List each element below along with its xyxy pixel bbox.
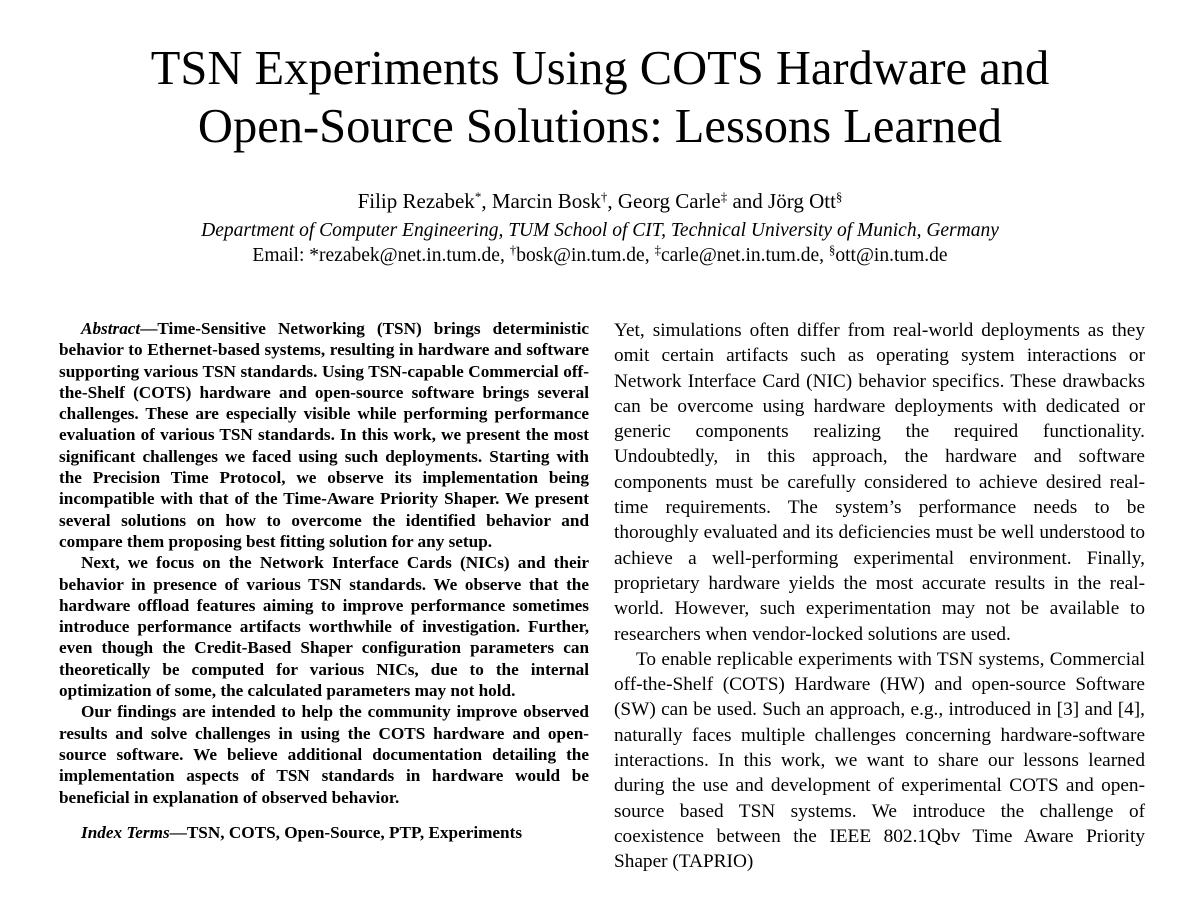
author-name: Marcin Bosk: [491, 189, 601, 213]
author-mark: *: [474, 189, 482, 204]
author-mark: §: [835, 189, 843, 204]
author-separator: ,: [481, 189, 492, 213]
email-address: rezabek@net.in.tum.de: [319, 245, 500, 266]
index-terms-text: TSN, COTS, Open-Source, PTP, Experiments: [186, 822, 523, 842]
email-separator: ,: [644, 245, 655, 266]
index-terms: [59, 822, 589, 843]
author-name: Filip Rezabek: [357, 189, 475, 213]
email-mark: §: [828, 242, 836, 257]
paper-title: [0, 40, 1200, 156]
body-column-right: [614, 318, 1145, 875]
author-name: Georg Carle: [617, 189, 721, 213]
email-prefix: Email:: [252, 245, 310, 266]
abstract-dash: —: [140, 319, 158, 338]
body-paragraph: To enable replicable experiments with TSN systems, Commercial off-the-Shelf (COTS) Hardware (HW) and open-source Software (SW) can be used. Such an approach, e.g., introduced in [3] and [4], naturally faces multiple challenges concerning hardware-software interactions. In this work, we want to share our lessons learned during the use and development of experimental COTS and open-source based TSN systems. We introduce the challenge of coexistence between the IEEE 802.1Qbv Time Aware Priority Shaper (TAPRIO): [614, 648, 1145, 873]
title-line-2: Open-Source Solutions: Lessons Learned: [197, 100, 1003, 153]
email-address: bosk@in.tum.de: [516, 245, 645, 266]
email-mark: ‡: [654, 242, 661, 257]
affiliation: Department of Computer Engineering, TUM School of CIT, Technical University of Munich, Germany: [201, 220, 999, 241]
email-mark: *: [309, 245, 320, 266]
author-separator: ,: [607, 189, 618, 213]
email-address: ott@in.tum.de: [835, 245, 948, 266]
body-paragraph: Yet, simulations often differ from real-world deployments as they omit certain artifacts such as operating system interactions or Network Interface Card (NIC) behavior specifics. These drawbacks can be overcome using hardware deployments with dedicated or generic components realizing the required functionality. Undoubtedly, in this approach, the hardware and software components must be carefully considered to achieve desired real-time requirements. The system’s performance needs to be thoroughly evaluated and its deficiencies must be well understood to achieve a well-performing experimental environment. Finally, proprietary hardware yields the most accurate results in the real-world. However, such experimentation may not be available to researchers when vendor-locked solutions are used.: [614, 320, 1145, 645]
title-line-1: TSN Experiments Using COTS Hardware and: [150, 42, 1050, 95]
author-separator: and: [727, 189, 769, 213]
abstract-paragraph: [59, 318, 589, 552]
email-address: carle@net.in.tum.de: [660, 245, 820, 266]
abstract-paragraph: Our findings are intended to help the community improve observed results and solve challenges in using the COTS hardware and open-source software. We believe additional documentation detailing the implementation aspects of TSN standards in hardware would be beneficial in explanation of observed behavior.: [59, 702, 589, 807]
author-name: Jörg Ott: [768, 189, 836, 213]
abstract-text: Time-Sensitive Networking (TSN) brings deterministic behavior to Ethernet-based systems, resulting in hardware and software supporting various TSN standards. Using TSN-capable Commercial off-the-Shelf (COTS) hardware and open-source software brings several challenges. These are especially visible while performing performance evaluation of various TSN standards. In this work, we present the most significant challenges we faced using such deployments. Starting with the Precision Time Protocol, we observe its implementation being incompatible with that of the Time-Aware Priority Shaper. We present several solutions on how to overcome the identified behavior and compare them proposing best fitting solution for any setup.: [59, 319, 589, 551]
email-separator: ,: [499, 245, 510, 266]
index-terms-dash: —: [169, 822, 187, 842]
author-mark: ‡: [720, 189, 728, 204]
author-mark: †: [600, 189, 608, 204]
abstract-column: [59, 318, 589, 843]
email-separator: ,: [819, 245, 829, 266]
abstract-paragraph: Next, we focus on the Network Interface Cards (NICs) and their behavior in presence of various TSN standards. We observe that the hardware offload features aiming to improve performance sometimes introduce performance artifacts worthwhile of investigation. Further, even though the Credit-Based Shaper configuration parameters can theoretically be computed for various NICs, due to the internal optimization of some, the calculated parameters may not hold.: [59, 553, 589, 701]
email-mark: †: [509, 242, 517, 257]
email-line: [0, 244, 1200, 268]
index-terms-label: Index Terms: [81, 822, 170, 842]
author-list: [0, 188, 1200, 214]
abstract-label: Abstract: [81, 319, 141, 338]
